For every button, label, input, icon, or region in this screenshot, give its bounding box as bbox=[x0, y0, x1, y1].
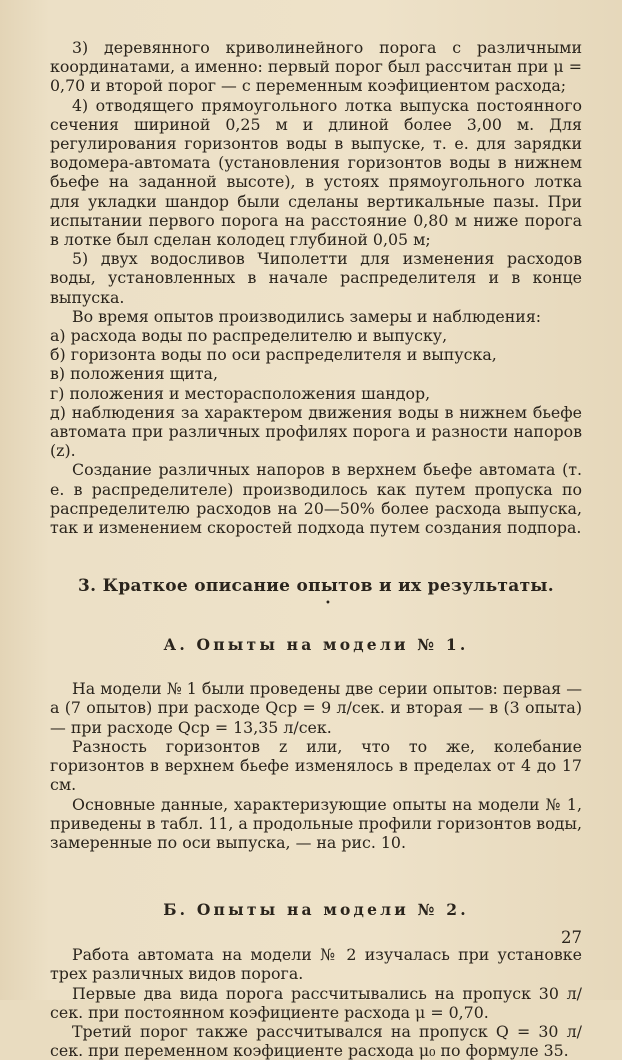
paragraph-item-5: 5) двух водосливов Чиполетти для изменения расходов воды, установленных в начале распределителя и в конце выпуска. bbox=[50, 249, 582, 307]
model-2-intro: Работа автомата на модели № 2 изучалась при установке трех различных видов порога. bbox=[50, 945, 582, 984]
heads-paragraph: Создание различных напоров в верхнем бьефе автомата (т. е. в распределителе) производилось как путем пропуска по распределителю расходов на 20—50% более расхода выпуска, так и изменением скоростей подхода путем создания подпора. bbox=[50, 460, 582, 538]
paragraph-item-4: 4) отводящего прямоугольного лотка выпуска постоянного сечения шириной 0,25 м и длиной более 3,00 м. Для регулирования горизонтов воды в выпуске, т. е. для зарядки водомера-автомата (установления горизонтов воды в нижнем бьефе на заданной высоте), в устоях прямоугольного лотка для укладки шандор были сделаны вертикальные пазы. При испытании первого порога на расстояние 0,80 м ниже порога в лотке был сделан колодец глубиной 0,05 м; bbox=[50, 95, 582, 250]
measurement-d: г) положения и месторасположения шандор, bbox=[50, 383, 431, 403]
subsection-a-title: А. Опыты на модели № 1. bbox=[163, 635, 469, 655]
subsection-a-text bbox=[50, 679, 582, 852]
measurement-c: в) положения щита, bbox=[50, 364, 218, 384]
model-2-first-sills: Первые два вида порога рассчитывались на пропуск 30 л/сек. при постоянном коэфициенте расхода μ = 0,70. bbox=[50, 983, 582, 1022]
measurement-a: а) расхода воды по распределителю и выпуску, bbox=[50, 326, 448, 346]
model-1-series: На модели № 1 были проведены две серии опытов: первая — а (7 опытов) при расходе Qср = 9 л/сек. и вторая — в (3 опыта) — при расходе Qср = 13,35 л/сек. bbox=[50, 679, 582, 737]
model-2-third-sill: Третий порог также рассчитывался на пропуск Q = 30 л/сек. при переменном коэфициенте расхода μ₀ по формуле 35. bbox=[50, 1021, 582, 1060]
model-1-head-difference: Разность горизонтов z или, что то же, колебание горизонтов в верхнем бьефе изменялось в пределах от 4 до 17 см. bbox=[50, 736, 582, 795]
measurement-e: д) наблюдения за характером движения воды в нижнем бьефе автомата при различных профилях порога и разности напоров (z). bbox=[50, 402, 582, 461]
measurement-b: б) горизонта воды по оси распределителя и выпуска, bbox=[50, 345, 497, 365]
paragraph-item-3: 3) деревянного криволинейного порога с различными координатами, а именно: первый порог был рассчитан при μ = 0,70 и второй порог — с переменным коэфициентом расхода; bbox=[50, 38, 582, 96]
print-dot: • bbox=[325, 598, 331, 610]
subsection-b-title: Б. Опыты на модели № 2. bbox=[163, 900, 469, 920]
model-1-results: Основные данные, характеризующие опыты на модели № 1, приведены в табл. 11, а продольные профили горизонтов воды, замеренные по оси выпуска, — на рис. 10. bbox=[50, 794, 582, 852]
subsection-b-text bbox=[50, 945, 582, 1060]
section-title: 3. Краткое описание опытов и их результаты. bbox=[78, 576, 554, 597]
page-number: 27 bbox=[561, 928, 582, 947]
top-text-block bbox=[50, 38, 582, 537]
measurements-intro: Во время опытов производились замеры и наблюдения: bbox=[72, 306, 542, 326]
